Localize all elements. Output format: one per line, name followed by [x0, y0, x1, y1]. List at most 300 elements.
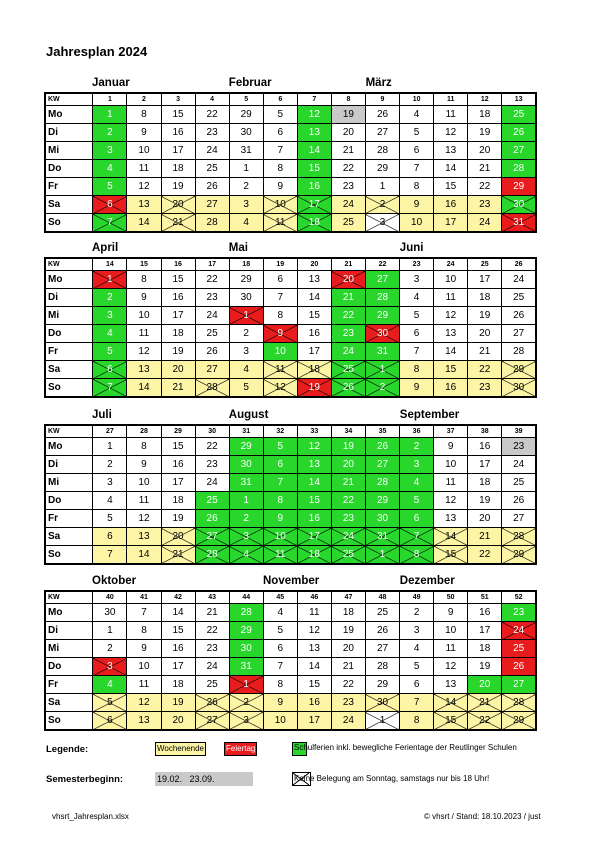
weekday-row [45, 379, 536, 398]
kw-cell: 48 [365, 591, 399, 604]
weekday-row [45, 456, 536, 474]
day-cell: 10 [400, 214, 434, 233]
day-cell: 31 [229, 658, 263, 676]
day-cell: 21 [468, 694, 502, 712]
weekday-label: Do [45, 492, 93, 510]
day-cell: 18 [297, 214, 331, 233]
weekday-label: Do [45, 160, 93, 178]
day-cell: 13 [127, 361, 161, 379]
weekday-row [45, 289, 536, 307]
day-cell: 19 [161, 343, 195, 361]
kw-cell: 11 [434, 93, 468, 106]
weekday-row [45, 271, 536, 289]
day-cell: 28 [502, 160, 536, 178]
day-cell: 9 [434, 438, 468, 456]
day-cell: 9 [263, 178, 297, 196]
weekday-label: Mi [45, 307, 93, 325]
kw-cell: 10 [400, 93, 434, 106]
day-cell: 19 [331, 622, 365, 640]
day-cell: 24 [468, 214, 502, 233]
day-cell: 20 [331, 456, 365, 474]
kw-cell: 34 [331, 425, 365, 438]
weekday-row [45, 546, 536, 565]
day-cell: 9 [263, 325, 297, 343]
day-cell: 1 [93, 271, 127, 289]
kw-cell: 37 [434, 425, 468, 438]
kw-cell: 24 [434, 258, 468, 271]
day-cell: 6 [400, 510, 434, 528]
day-cell: 10 [263, 712, 297, 731]
day-cell: 7 [93, 546, 127, 565]
day-cell: 7 [263, 658, 297, 676]
day-cell: 3 [229, 343, 263, 361]
day-cell: 20 [161, 361, 195, 379]
day-cell: 25 [195, 676, 229, 694]
kw-cell: 8 [331, 93, 365, 106]
day-cell: 8 [127, 271, 161, 289]
day-cell: 1 [365, 546, 399, 565]
day-cell: 23 [331, 325, 365, 343]
day-cell: 22 [331, 307, 365, 325]
day-cell: 16 [297, 510, 331, 528]
day-cell: 18 [161, 492, 195, 510]
day-cell: 25 [502, 474, 536, 492]
day-cell: 26 [502, 307, 536, 325]
kw-cell: 17 [195, 258, 229, 271]
weekday-label: Mo [45, 106, 93, 124]
day-cell: 5 [400, 492, 434, 510]
kw-cell: 13 [502, 93, 536, 106]
calendar-table [44, 424, 537, 565]
day-cell: 7 [400, 528, 434, 546]
day-cell: 21 [331, 289, 365, 307]
day-cell: 10 [127, 307, 161, 325]
day-cell: 20 [161, 196, 195, 214]
day-cell: 14 [127, 546, 161, 565]
day-cell: 24 [195, 474, 229, 492]
day-cell: 29 [502, 361, 536, 379]
weekday-row [45, 474, 536, 492]
kw-row [45, 93, 536, 106]
day-cell: 11 [434, 640, 468, 658]
day-cell: 30 [229, 640, 263, 658]
day-cell: 25 [195, 325, 229, 343]
day-cell: 27 [502, 142, 536, 160]
day-cell: 26 [502, 658, 536, 676]
weekday-label: Di [45, 622, 93, 640]
day-cell: 22 [331, 676, 365, 694]
day-cell: 19 [468, 124, 502, 142]
day-cell: 7 [93, 214, 127, 233]
day-cell: 22 [468, 178, 502, 196]
day-cell: 7 [400, 160, 434, 178]
day-cell: 31 [229, 142, 263, 160]
day-cell: 30 [365, 510, 399, 528]
day-cell: 26 [365, 438, 399, 456]
day-cell: 6 [93, 528, 127, 546]
day-cell: 13 [127, 196, 161, 214]
kw-cell: 3 [161, 93, 195, 106]
kw-cell: 47 [331, 591, 365, 604]
day-cell: 9 [127, 289, 161, 307]
day-cell: 4 [93, 492, 127, 510]
day-cell: 13 [297, 124, 331, 142]
day-cell: 5 [400, 658, 434, 676]
kw-cell: 30 [195, 425, 229, 438]
weekday-label: So [45, 379, 93, 398]
day-cell: 23 [502, 604, 536, 622]
day-cell: 3 [400, 622, 434, 640]
day-cell: 21 [331, 474, 365, 492]
weekday-row [45, 142, 536, 160]
day-cell: 6 [93, 196, 127, 214]
day-cell: 27 [195, 196, 229, 214]
day-cell: 2 [229, 178, 263, 196]
kw-label: KW [45, 93, 93, 106]
day-cell: 27 [195, 361, 229, 379]
day-cell: 27 [365, 456, 399, 474]
day-cell: 27 [502, 510, 536, 528]
kw-cell: 21 [331, 258, 365, 271]
day-cell: 28 [502, 694, 536, 712]
day-cell: 23 [195, 289, 229, 307]
day-cell: 7 [263, 289, 297, 307]
day-cell: 12 [127, 178, 161, 196]
day-cell: 16 [161, 124, 195, 142]
kw-label: KW [45, 591, 93, 604]
day-cell: 20 [161, 528, 195, 546]
day-cell: 12 [263, 379, 297, 398]
day-cell: 23 [195, 456, 229, 474]
day-cell: 12 [127, 510, 161, 528]
day-cell: 13 [127, 528, 161, 546]
day-cell: 17 [468, 622, 502, 640]
kw-row [45, 258, 536, 271]
weekday-row [45, 361, 536, 379]
day-cell: 16 [161, 640, 195, 658]
day-cell: 27 [365, 124, 399, 142]
day-cell: 24 [331, 528, 365, 546]
day-cell: 25 [331, 214, 365, 233]
day-cell: 3 [93, 474, 127, 492]
day-cell: 8 [400, 712, 434, 731]
day-cell: 20 [468, 676, 502, 694]
day-cell: 3 [93, 142, 127, 160]
day-cell: 29 [229, 271, 263, 289]
semester-label: Semesterbeginn: [46, 774, 124, 785]
kw-cell: 51 [468, 591, 502, 604]
day-cell: 7 [127, 604, 161, 622]
month-label: Juli [92, 409, 112, 421]
day-cell: 11 [127, 160, 161, 178]
month-label: November [263, 575, 320, 587]
day-cell: 30 [502, 379, 536, 398]
day-cell: 18 [468, 106, 502, 124]
day-cell: 21 [161, 379, 195, 398]
kw-cell: 28 [127, 425, 161, 438]
day-cell: 16 [297, 694, 331, 712]
page-title: Jahresplan 2024 [46, 44, 148, 59]
day-cell: 29 [502, 546, 536, 565]
day-cell: 28 [365, 289, 399, 307]
day-cell: 15 [161, 106, 195, 124]
day-cell: 4 [93, 160, 127, 178]
kw-cell: 19 [263, 258, 297, 271]
day-cell: 22 [195, 106, 229, 124]
day-cell: 26 [195, 510, 229, 528]
day-cell: 1 [365, 178, 399, 196]
day-cell: 23 [195, 124, 229, 142]
weekday-label: So [45, 546, 93, 565]
kw-cell: 43 [195, 591, 229, 604]
weekday-label: Fr [45, 676, 93, 694]
day-cell: 29 [229, 106, 263, 124]
day-cell: 14 [434, 528, 468, 546]
day-cell: 21 [161, 214, 195, 233]
day-cell: 29 [502, 712, 536, 731]
day-cell: 12 [434, 307, 468, 325]
day-cell: 2 [229, 510, 263, 528]
weekday-row [45, 510, 536, 528]
kw-cell: 41 [127, 591, 161, 604]
kw-cell: 18 [229, 258, 263, 271]
kw-cell: 5 [229, 93, 263, 106]
day-cell: 10 [263, 528, 297, 546]
day-cell: 9 [263, 510, 297, 528]
day-cell: 15 [161, 271, 195, 289]
day-cell: 11 [434, 106, 468, 124]
day-cell: 17 [468, 456, 502, 474]
day-cell: 4 [229, 214, 263, 233]
day-cell: 18 [468, 289, 502, 307]
day-cell: 27 [195, 712, 229, 731]
month-label: April [92, 242, 119, 254]
day-cell: 11 [127, 492, 161, 510]
day-cell: 1 [365, 712, 399, 731]
day-cell: 12 [297, 438, 331, 456]
kw-label: KW [45, 425, 93, 438]
kw-cell: 16 [161, 258, 195, 271]
day-cell: 19 [161, 694, 195, 712]
day-cell: 15 [434, 712, 468, 731]
day-cell: 3 [229, 712, 263, 731]
day-cell: 20 [468, 510, 502, 528]
day-cell: 14 [434, 694, 468, 712]
month-label: März [365, 77, 392, 89]
day-cell: 2 [400, 438, 434, 456]
kw-row [45, 591, 536, 604]
day-cell: 15 [297, 492, 331, 510]
day-cell: 8 [127, 106, 161, 124]
day-cell: 28 [229, 604, 263, 622]
kw-cell: 6 [263, 93, 297, 106]
weekday-label: Mo [45, 271, 93, 289]
day-cell: 12 [434, 124, 468, 142]
day-cell: 6 [263, 124, 297, 142]
day-cell: 5 [400, 124, 434, 142]
day-cell: 17 [434, 214, 468, 233]
day-cell: 17 [161, 474, 195, 492]
day-cell: 22 [468, 546, 502, 565]
day-cell: 20 [468, 325, 502, 343]
day-cell: 24 [331, 196, 365, 214]
month-label: Juni [399, 242, 424, 254]
day-cell: 9 [434, 604, 468, 622]
weekday-row [45, 712, 536, 731]
weekday-row [45, 124, 536, 142]
day-cell: 6 [400, 142, 434, 160]
day-cell: 31 [365, 343, 399, 361]
day-cell: 5 [93, 178, 127, 196]
day-cell: 13 [297, 271, 331, 289]
day-cell: 24 [195, 307, 229, 325]
kw-cell: 9 [365, 93, 399, 106]
day-cell: 29 [365, 160, 399, 178]
weekday-label: Mo [45, 604, 93, 622]
day-cell: 29 [365, 307, 399, 325]
day-cell: 10 [263, 196, 297, 214]
day-cell: 4 [400, 640, 434, 658]
weekday-row [45, 343, 536, 361]
day-cell: 8 [263, 307, 297, 325]
weekday-row [45, 640, 536, 658]
day-cell: 1 [93, 622, 127, 640]
day-cell: 20 [331, 271, 365, 289]
day-cell: 20 [331, 124, 365, 142]
day-cell: 11 [127, 325, 161, 343]
month-label: Februar [228, 77, 272, 89]
day-cell: 21 [331, 658, 365, 676]
day-cell: 27 [502, 676, 536, 694]
day-cell: 3 [93, 658, 127, 676]
day-cell: 28 [195, 546, 229, 565]
semester-note: Keine Belegung am Sonntag, samstags nur bis 18 Uhr! [294, 774, 490, 783]
kw-cell: 45 [263, 591, 297, 604]
day-cell: 19 [297, 379, 331, 398]
kw-cell: 25 [468, 258, 502, 271]
day-cell: 22 [331, 160, 365, 178]
weekday-label: Mi [45, 474, 93, 492]
legend-weekend: Wochenende [155, 742, 206, 756]
day-cell: 16 [468, 438, 502, 456]
weekday-row [45, 196, 536, 214]
day-cell: 16 [297, 178, 331, 196]
day-cell: 4 [400, 106, 434, 124]
day-cell: 24 [195, 658, 229, 676]
day-cell: 10 [127, 142, 161, 160]
kw-cell: 52 [502, 591, 536, 604]
kw-cell: 31 [229, 425, 263, 438]
weekday-label: Sa [45, 361, 93, 379]
weekday-row [45, 622, 536, 640]
month-label: Mai [228, 242, 248, 254]
day-cell: 23 [468, 379, 502, 398]
day-cell: 14 [127, 379, 161, 398]
day-cell: 3 [229, 528, 263, 546]
day-cell: 16 [434, 379, 468, 398]
legend-label: Legende: [46, 744, 89, 755]
day-cell: 5 [263, 622, 297, 640]
day-cell: 26 [195, 694, 229, 712]
kw-cell: 46 [297, 591, 331, 604]
day-cell: 10 [127, 474, 161, 492]
day-cell: 4 [263, 604, 297, 622]
day-cell: 31 [365, 528, 399, 546]
weekday-label: Di [45, 289, 93, 307]
day-cell: 14 [297, 142, 331, 160]
kw-cell: 35 [365, 425, 399, 438]
day-cell: 2 [365, 196, 399, 214]
day-cell: 15 [297, 160, 331, 178]
kw-cell: 49 [400, 591, 434, 604]
day-cell: 27 [365, 640, 399, 658]
day-cell: 18 [297, 546, 331, 565]
day-cell: 13 [434, 325, 468, 343]
day-cell: 23 [331, 178, 365, 196]
weekday-label: So [45, 712, 93, 731]
legend-school: Schulferien inkl. bewegliche Ferientage der Reutlinger Schulen [294, 743, 517, 752]
day-cell: 2 [93, 124, 127, 142]
day-cell: 24 [331, 343, 365, 361]
kw-cell: 40 [93, 591, 127, 604]
kw-row [45, 425, 536, 438]
day-cell: 11 [434, 474, 468, 492]
day-cell: 14 [297, 289, 331, 307]
day-cell: 21 [468, 343, 502, 361]
weekday-label: Do [45, 658, 93, 676]
day-cell: 13 [297, 640, 331, 658]
day-cell: 27 [365, 271, 399, 289]
day-cell: 4 [93, 325, 127, 343]
day-cell: 9 [127, 456, 161, 474]
day-cell: 1 [365, 361, 399, 379]
day-cell: 16 [161, 456, 195, 474]
day-cell: 19 [161, 178, 195, 196]
day-cell: 30 [93, 604, 127, 622]
day-cell: 21 [195, 604, 229, 622]
weekday-row [45, 528, 536, 546]
weekday-row [45, 694, 536, 712]
month-label: August [228, 409, 269, 421]
day-cell: 10 [434, 622, 468, 640]
kw-cell: 7 [297, 93, 331, 106]
day-cell: 12 [297, 106, 331, 124]
month-label: Januar [92, 77, 130, 89]
day-cell: 27 [195, 528, 229, 546]
day-cell: 2 [229, 694, 263, 712]
day-cell: 11 [263, 546, 297, 565]
weekday-row [45, 178, 536, 196]
day-cell: 11 [434, 289, 468, 307]
day-cell: 10 [127, 658, 161, 676]
day-cell: 22 [195, 622, 229, 640]
day-cell: 5 [400, 307, 434, 325]
day-cell: 12 [434, 658, 468, 676]
day-cell: 9 [127, 640, 161, 658]
day-cell: 10 [263, 343, 297, 361]
day-cell: 16 [468, 604, 502, 622]
day-cell: 25 [195, 492, 229, 510]
day-cell: 11 [263, 214, 297, 233]
day-cell: 14 [127, 214, 161, 233]
kw-cell: 23 [400, 258, 434, 271]
day-cell: 26 [365, 106, 399, 124]
day-cell: 29 [365, 492, 399, 510]
day-cell: 12 [127, 694, 161, 712]
day-cell: 16 [161, 289, 195, 307]
day-cell: 24 [331, 712, 365, 731]
day-cell: 9 [263, 694, 297, 712]
